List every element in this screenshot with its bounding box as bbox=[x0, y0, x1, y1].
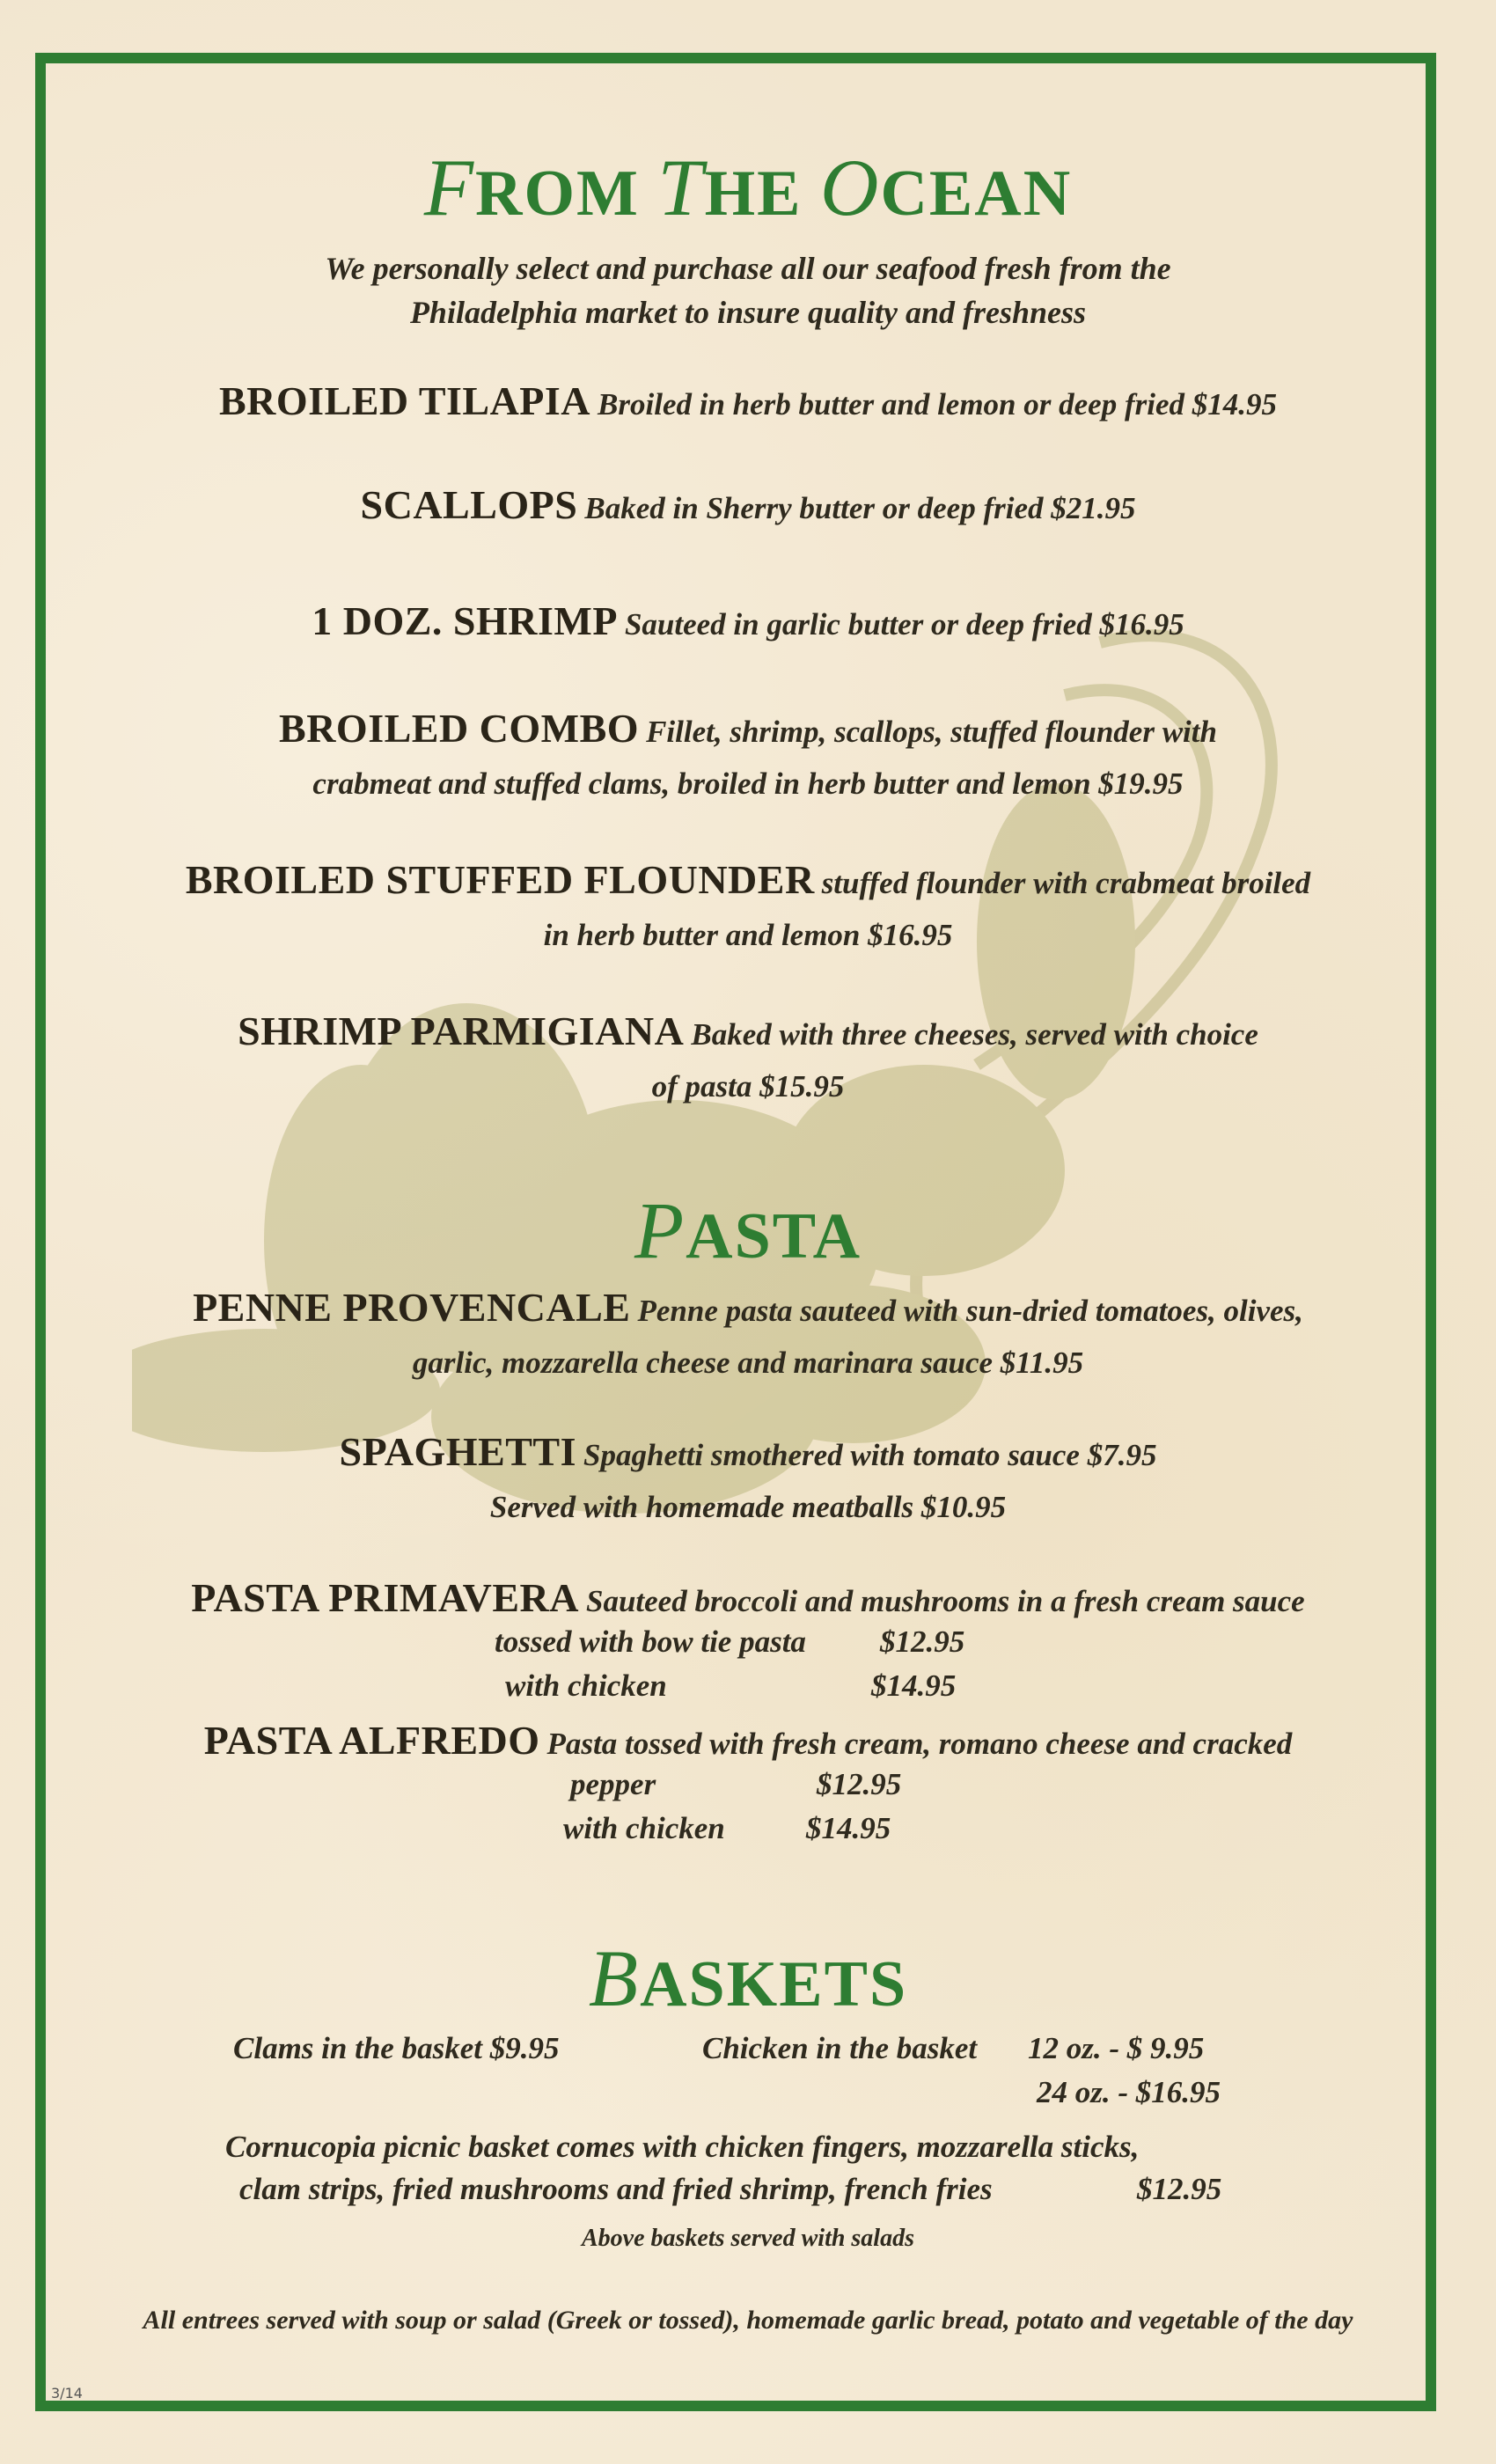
item-name: SCALLOPS bbox=[360, 482, 578, 527]
item-description-2: crabmeat and stuffed clams, broiled in herb butter and lemon $19.95 bbox=[312, 766, 1184, 801]
chicken-basket-12oz: 12 oz. - $ 9.95 bbox=[1028, 2031, 1205, 2065]
menu-item-spaghetti bbox=[0, 1429, 1496, 1530]
baskets-note: Above baskets served with salads bbox=[582, 2225, 914, 2252]
baskets-section-title: BASKETS bbox=[588, 1933, 908, 2023]
alfredo-chicken-label: with chicken bbox=[563, 1811, 725, 1845]
alfredo-pepper-label: pepper bbox=[570, 1767, 656, 1801]
entree-footer-note: All entrees served with soup or salad (Greek or tossed), homemade garlic bread, potato and vegetable of the day bbox=[143, 2306, 1353, 2335]
item-name: SHRIMP PARMIGIANA bbox=[238, 1008, 685, 1053]
item-description-2: garlic, mozzarella cheese and marinara sauce $11.95 bbox=[412, 1346, 1084, 1380]
item-name: BROILED TILAPIA bbox=[218, 378, 591, 423]
print-code: 3/14 bbox=[51, 2385, 83, 2402]
primavera-pasta-price: $12.95 bbox=[880, 1624, 965, 1659]
item-description: Baked in Sherry butter or deep fried $21.95 bbox=[584, 491, 1136, 525]
item-name: PENNE PROVENCALE bbox=[193, 1285, 631, 1330]
item-name: PASTA PRIMAVERA bbox=[191, 1575, 579, 1620]
cornucopia-basket-price: $12.95 bbox=[1137, 2172, 1222, 2206]
item-name: PASTA ALFREDO bbox=[203, 1718, 540, 1763]
menu-item-scallops bbox=[0, 482, 1496, 538]
menu-item-stuffed-flounder bbox=[0, 857, 1496, 958]
pasta-section-title: PASTA bbox=[634, 1185, 862, 1275]
item-description-2: of pasta $15.95 bbox=[651, 1069, 845, 1104]
clams-basket: Clams in the basket $9.95 bbox=[233, 2031, 560, 2065]
item-description: Sauteed in garlic butter or deep fried $16.95 bbox=[624, 607, 1184, 642]
item-description: Spaghetti smothered with tomato sauce $7.95 bbox=[583, 1438, 1157, 1472]
ocean-intro bbox=[0, 246, 1496, 334]
item-name: BROILED STUFFED FLOUNDER bbox=[185, 857, 815, 902]
menu-item-penne-provencale bbox=[0, 1285, 1496, 1386]
menu-item-pasta-alfredo bbox=[0, 1718, 1496, 1773]
intro-line-2: Philadelphia market to insure quality and freshness bbox=[409, 295, 1087, 330]
menu-item-shrimp bbox=[0, 598, 1496, 654]
primavera-chicken-price: $14.95 bbox=[871, 1668, 957, 1703]
item-name: SPAGHETTI bbox=[339, 1429, 577, 1474]
item-description: Broiled in herb butter and lemon or deep fried $14.95 bbox=[598, 387, 1277, 422]
item-name: 1 DOZ. SHRIMP bbox=[312, 598, 618, 643]
ocean-section-title: FROM THE OCEAN bbox=[423, 143, 1073, 232]
menu-item-shrimp-parmigiana bbox=[0, 1008, 1496, 1110]
item-description: Sauteed broccoli and mushrooms in a fresh cream sauce bbox=[585, 1584, 1305, 1618]
chicken-basket-label: Chicken in the basket bbox=[702, 2031, 978, 2065]
alfredo-chicken-price: $14.95 bbox=[806, 1811, 891, 1845]
item-description: Penne pasta sauteed with sun-dried tomatoes, olives, bbox=[637, 1294, 1303, 1328]
menu-item-broiled-combo bbox=[0, 706, 1496, 807]
menu-item-pasta-primavera bbox=[0, 1575, 1496, 1631]
primavera-pasta-label: tossed with bow tie pasta bbox=[495, 1624, 806, 1659]
item-description: Pasta tossed with fresh cream, romano cheese and cracked bbox=[546, 1727, 1293, 1761]
primavera-chicken-label: with chicken bbox=[505, 1668, 667, 1703]
item-description-2: in herb butter and lemon $16.95 bbox=[543, 918, 953, 952]
chicken-basket-24oz: 24 oz. - $16.95 bbox=[1037, 2075, 1221, 2109]
item-description-2: Served with homemade meatballs $10.95 bbox=[489, 1490, 1007, 1524]
alfredo-price: $12.95 bbox=[817, 1767, 902, 1801]
cornucopia-basket-line-1: Cornucopia picnic basket comes with chicken fingers, mozzarella sticks, bbox=[225, 2130, 1140, 2164]
item-description: Baked with three cheeses, served with choice bbox=[691, 1017, 1258, 1052]
item-description: stuffed flounder with crabmeat broiled bbox=[821, 866, 1311, 900]
item-description: Fillet, shrimp, scallops, stuffed flounder with bbox=[646, 715, 1217, 749]
item-name: BROILED COMBO bbox=[279, 706, 640, 751]
cornucopia-basket-line-2: clam strips, fried mushrooms and fried shrimp, french fries bbox=[239, 2172, 993, 2206]
intro-line-1: We personally select and purchase all our seafood fresh from the bbox=[325, 251, 1171, 286]
menu-item-broiled-tilapia bbox=[0, 378, 1496, 434]
